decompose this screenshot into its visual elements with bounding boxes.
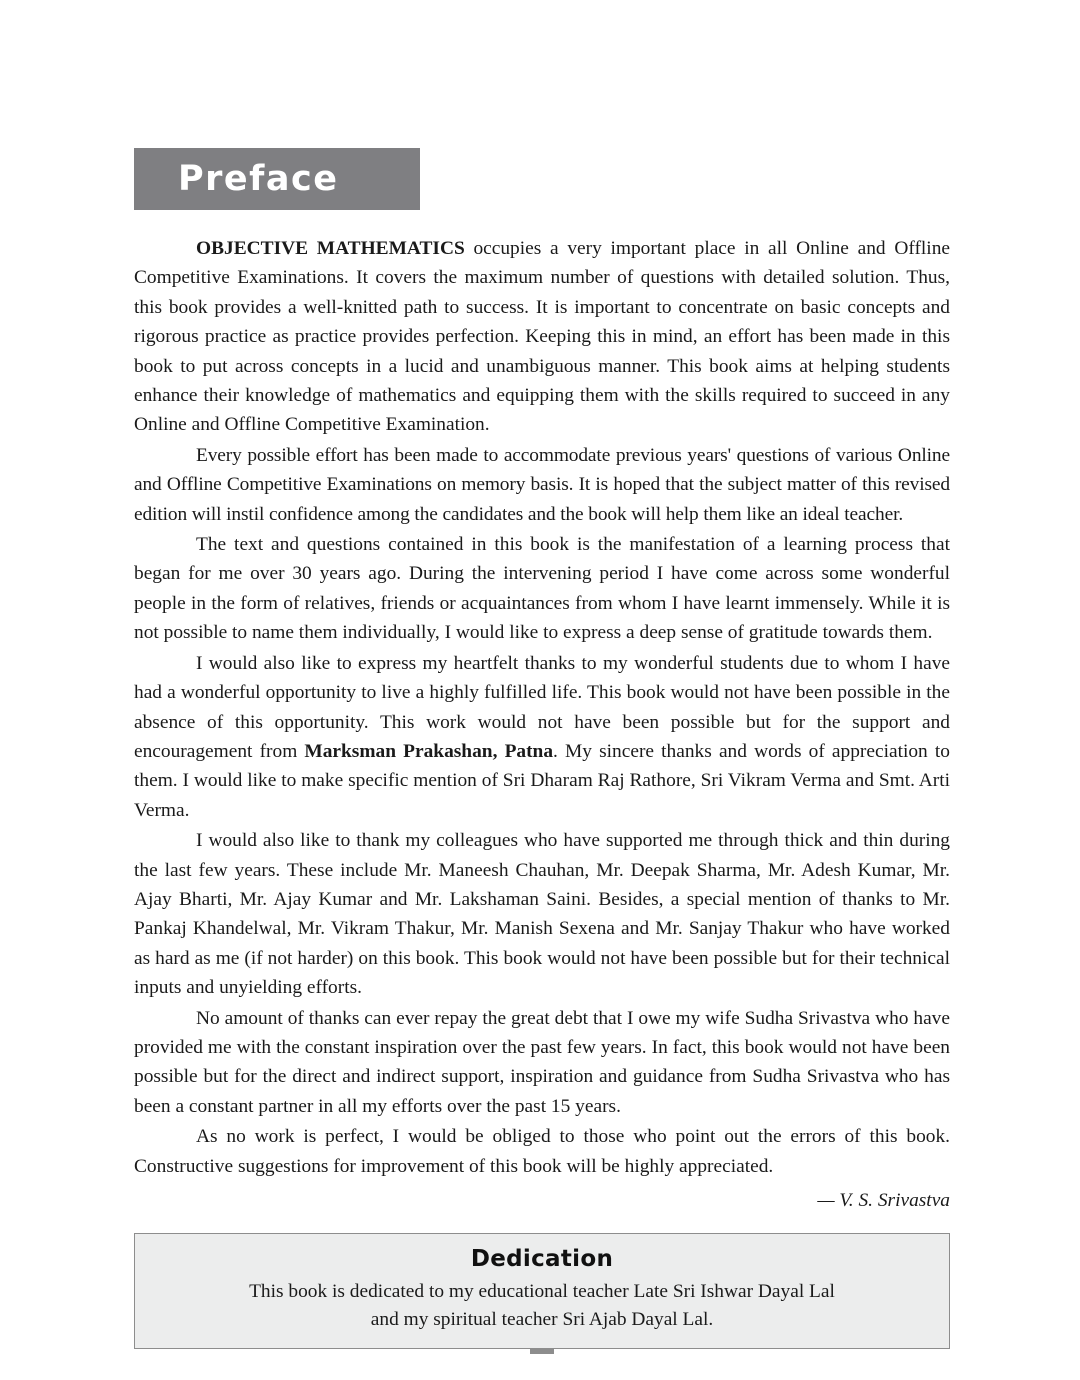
- dedication-title: Dedication: [470, 1246, 614, 1272]
- paragraph-2: Every possible effort has been made to accommodate previous years' questions of various Online and Offline Competitive Examinations on memory basis. It is hoped that the subject matter of this revised edition will instil confidence among the candidates and the book will help them like an ideal teacher.: [134, 444, 950, 525]
- paragraph-4-text-before: I would also like to express my heartfelt thanks to my wonderful students due to whom I have had a wonderful opportunity to live a highly fulfilled life. This book would not have been possible in the absence of this opportunity. This work would not have been possible but for the support and encouragement from: [134, 652, 950, 762]
- paragraph-5: I would also like to thank my colleagues who have supported me through thick and thin during the last few years. These include Mr. Maneesh Chauhan, Mr. Deepak Sharma, Mr. Adesh Kumar, Mr. Ajay Bharti, Mr. Ajay Kumar and Mr. Lakshaman Saini. Besides, a special mention of thanks to Mr. Pankaj Khandelwal, Mr. Vikram Thakur, Mr. Manish Sexena and Mr. Sanjay Thakur who have worked as hard as me (if not harder) on this book. This book would not have been possible but for their technical inputs and unyielding efforts.: [134, 830, 950, 999]
- paragraph-4-text-after: . My sincere thanks and words of appreciation to them. I would like to make specific mention of Sri Dharam Raj Rathore, Sri Vikram Verma and Smt. Arti Verma.: [134, 740, 950, 821]
- paragraph-6: No amount of thanks can ever repay the great debt that I owe my wife Sudha Srivastva who have provided me with the constant inspiration over the past few years. In fact, this book would not have been possible but for the direct and indirect support, inspiration and guidance from Sudha Srivastva who has been a constant partner in all my efforts over the past 15 years.: [134, 1007, 950, 1117]
- paragraph-1: [134, 234, 950, 440]
- page-title-banner: [134, 148, 420, 210]
- dedication-line-2: and my spiritual teacher Sri Ajab Dayal Lal.: [370, 1309, 714, 1330]
- paragraph-3: The text and questions contained in this book is the manifestation of a learning process that began for me over 30 years ago. During the intervening period I have come across some wonderful people in the form of relatives, friends or acquaintances from whom I have learnt immensely. While it is not possible to name them individually, I would like to express a deep sense of gratitude towards them.: [134, 534, 950, 644]
- paragraph-4: [134, 649, 950, 825]
- dedication-line-1: This book is dedicated to my educational teacher Late Sri Ishwar Dayal Lal: [249, 1281, 835, 1302]
- author-signature: — V. S. Srivastva: [817, 1190, 950, 1211]
- preface-body: [134, 234, 950, 1354]
- page-title: Preface: [178, 159, 339, 199]
- publisher-name: Marksman Prakashan, Patna: [304, 740, 554, 762]
- paragraph-7: As no work is perfect, I would be obliged to those who point out the errors of this book. Constructive suggestions for improvement of this book will be highly appreciated.: [134, 1126, 950, 1177]
- paragraph-1-text: occupies a very important place in all Online and Offline Competitive Examinations. It covers the maximum number of questions with detailed solution. Thus, this book provides a well-knitted path to success. It is important to concentrate on basic concepts and rigorous practice as practice provides perfection. Keeping this in mind, an effort has been made in this book to put across concepts in a lucid and unambiguous manner. This book aims at helping students enhance their knowledge of mathematics and equipping them with the skills required to succeed in any Online and Offline Competitive Examination.: [134, 238, 950, 436]
- dedication-box-shadow: [134, 1349, 950, 1354]
- dedication-box: [134, 1233, 950, 1349]
- lead-bold-text: OBJECTIVE MATHEMATICS: [196, 238, 465, 259]
